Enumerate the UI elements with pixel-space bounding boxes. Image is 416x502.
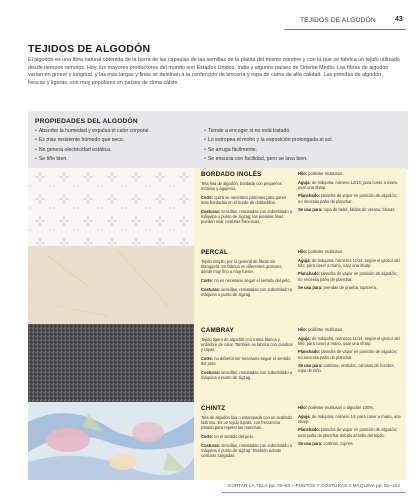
fabric-swatch-bordado (28, 168, 194, 246)
footer-separator: » (291, 483, 295, 488)
fabric-cut: Corte: no debería ser necesario seguir el sentido del pelo. (201, 356, 291, 367)
fabric-uses: Se usa para: cortinas, cojines. (298, 441, 354, 447)
properties-title: PROPIEDADES DEL ALGODÓN (35, 118, 138, 125)
fabric-description: Tela fina de algodón, bordada con pequeños motivos y agujeros. (201, 181, 282, 192)
fabric-details-left (201, 181, 293, 228)
fabric-details-right (298, 249, 402, 294)
fabric-cut: Corte: quizá se necesiten patrones para poner tiras bordadas en el borde de dobladillos. (201, 194, 287, 205)
fabric-uses: Se usa para: camisas, vestidos, camisas de hombre, ropa de niño. (298, 363, 395, 374)
fabric-pressing: Planchado: plancha de vapor en posición de algodón; no necesita paño de planchar. (298, 193, 398, 204)
footer-link-stitches[interactable]: PUNTOS Y COSTURAS A MÁQUINA pp. 92–102 (295, 483, 400, 488)
fabric-swatch-percal (28, 246, 194, 324)
fabric-details-left (201, 259, 293, 300)
fabric-seams: Costuras: sencillas, rematadas con sobrehilado a máquina o punto de zigzag. (201, 369, 293, 380)
fabric-pressing: Planchado: plancha de vapor en posición de algodón; usar paño de planchar debido al brillo del tejido. (298, 427, 398, 438)
footer-link-cutting[interactable]: CORTAR LA TELA pp. 76–83 (228, 483, 291, 488)
fabric-swatch-cambray (28, 324, 194, 402)
fabric-details-left (201, 337, 293, 384)
fabric-row-percal (28, 246, 406, 324)
fabric-thread: Hilo: poliéster multiusos. (298, 327, 344, 332)
fabric-needle: Aguja: de máquina, números 11/14, según el grosor del hilo; para coser a mano, usar una sharp. (298, 335, 400, 346)
fabric-description: Tela de algodón lisa o estampada con un acabado lustroso. Es un tejido tupido, con frecuencia tratado para repeler las manchas. (201, 415, 293, 431)
fabric-name: PERCAL (201, 249, 229, 256)
fabric-needle: Aguja: de máquina, números 11/14, según el grosor del hilo; para coser a mano, usar una sharp. (298, 257, 400, 268)
property-item: • Se tiñe bien. (35, 155, 195, 164)
fabric-description: Tejido ligero de algodón con trama blanca y urdimbre de color. También se fabrica con cuadros y rayas. (201, 337, 293, 353)
fabric-details-right (298, 171, 402, 216)
property-item: • Lo estropea el moho y la exposición prolongada al sol. (204, 136, 404, 145)
fabric-cut: Corte: no es necesario seguir el sentido del pelo. (201, 278, 291, 283)
fabric-details-right (298, 405, 402, 450)
fabric-swatch-chintz (28, 402, 194, 480)
intro-paragraph: El algodón es una fibra natural obtenida de la borra de las cápsulas de las semillas de la planta del mismo nombre y con la que se fabrica un tejido utilizado desde tiempos remotos. Hoy, los mayores productores del mundo son Estados Unidos, India y algunos países de Oriente Medio. Las fibras de algodón varían en grosor y longitud, y las más largas y finas se destinan a la confección de lencería y ropa de cama de alta calidad. Las prendas de algodón, frescas y ligeras, son muy populares en países de clima cálido. (28, 57, 400, 86)
fabric-uses: Se usa para: prendas de prueba, tapicería. (298, 285, 377, 291)
fabric-thread: Hilo: poliéster multiusos o algodón 100%. (298, 405, 375, 410)
fabric-name: CHINTZ (201, 405, 226, 412)
fabric-details-left (201, 415, 293, 462)
running-section-title: TEJIDOS DE ALGODÓN (300, 17, 376, 24)
fabric-cut: Corte: en el sentido del pelo. (201, 434, 255, 439)
property-item: • Absorbe la humedad y expulsa el calor corporal. (35, 127, 195, 136)
property-item: • Se arruga fácilmente. (204, 146, 404, 155)
fabric-pressing: Planchado: plancha de vapor en posición de algodón; no necesita paño de planchar. (298, 271, 398, 282)
fabric-seams: Costuras: sencillas, rematadas con sobrehilado a máquina o punto de zigzag. (201, 286, 293, 297)
fabric-thread: Hilo: poliéster multiusos. (298, 249, 344, 254)
fabric-seams: Costuras: sencillas, rematadas con sobrehilado a máquina o punto de zigzag. También admite costuras cargadas. (201, 442, 293, 458)
fabric-name: BORDADO INGLÉS (201, 171, 262, 178)
fabric-description: Tejido simple, por lo general de fibras sin blanquear. Se fabrica en diferentes grosores, desde muy fino a muy fuerte. (201, 259, 283, 275)
page-title: TEJIDOS DE ALGODÓN (28, 43, 151, 55)
fabric-needle: Aguja: de máquina, número 12/14; para coser a mano, usar una sharp. (298, 179, 399, 190)
fabric-thread: Hilo: poliéster multiusos. (298, 171, 344, 176)
fabric-pressing: Planchado: plancha de vapor en posición de algodón; no necesita paño de planchar. (298, 349, 398, 360)
fabric-uses: Se usa para: ropa de bebé, faldas de verano, blusas. (298, 207, 396, 213)
fabric-needle: Aguja: de máquina, número 14; para coser a mano, una sharp. (298, 413, 401, 424)
property-item: • Se ensucia con facilidad, pero se lava bien. (204, 155, 404, 164)
header-rule (284, 29, 406, 30)
property-item: • No genera electricidad estática. (35, 146, 195, 155)
fabric-details-right (298, 327, 402, 377)
fabric-name: CAMBRAY (201, 327, 235, 334)
properties-list-right (204, 127, 404, 165)
properties-list-left (35, 127, 195, 165)
fabric-seams: Costuras: sencillas, rematadas con sobrehilado a máquina o punto de zigzag; las prendas finas pueden usar costuras francesas. (201, 208, 293, 224)
property-item: • Tiende a encoger si no está tratado. (204, 127, 404, 136)
footer-cross-references (228, 483, 400, 488)
footer-rule (222, 492, 406, 493)
property-item: • Es más resistente húmedo que seco. (35, 136, 195, 145)
page-number: 43 (395, 16, 403, 23)
